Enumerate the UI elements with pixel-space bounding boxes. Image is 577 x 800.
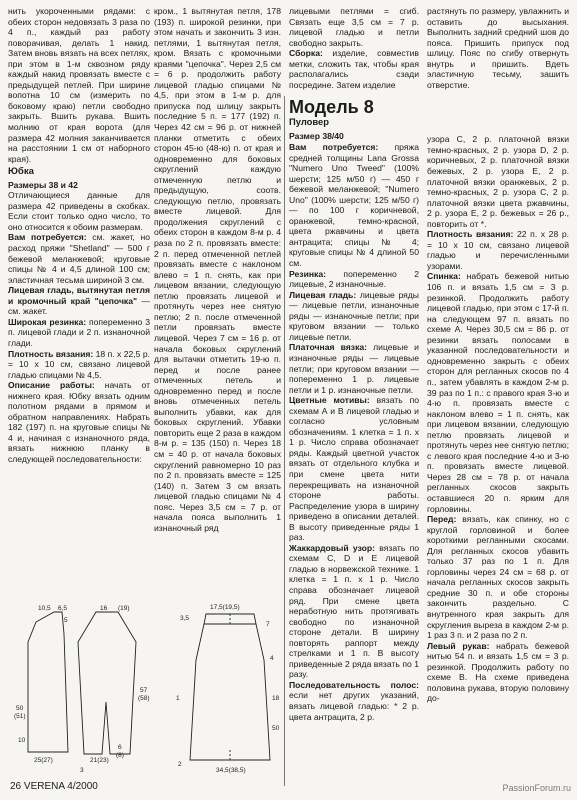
label: Левый рукав:	[427, 640, 490, 651]
paragraph: узора С, 2 р. платочной вязки темно-красных, 2 р. узора D, 2 р. коричневых, 2 р. платочной вязки бежевых, 2 р. узора Е, 2 р. платочной вязки оранжевых, 2 р. темно-красных, 2 р. узора С, 2 р. платочной вязки цвета ржавчины, 2 р. узора Е, 2 р. бежевых = 26 р., повторить от *.	[427, 134, 569, 229]
model-title: Модель 8	[289, 97, 374, 118]
paragraph-sleeve	[427, 641, 569, 704]
dim-label: 7	[266, 621, 270, 628]
label: Вам потребуется:	[289, 142, 379, 153]
jacket-schematic	[14, 602, 164, 772]
label: Лицевая гладь, вытянутая петля и кромочный край "цепочка"	[8, 285, 150, 306]
label: Плотность вязания:	[8, 348, 94, 359]
dim-label: 6,5	[58, 605, 68, 612]
garment-title: Пуловер	[289, 115, 329, 127]
dim-label: (51)	[14, 713, 26, 720]
dim-label: 16	[100, 605, 108, 612]
text: 18 п. х 22,5 р. = 10 х 10 см, связано лицевой гладью спицами № 4,5.	[8, 348, 150, 380]
paragraph: кром., 1 вытянутая петля, 178 (193) п. широкой резинки, при этом начать и закончить 3 изн. петлями, 1 вытянутая петля, кром. Вязать с кромочными краями "цепочка". Через 2,5 см = 6 р. продолжить работу лицевой гладью спицами № 4,5, при этом в 1-м р. для припуска под шлицу закрыть последние 5 п. = 177 (192) п. Через 42 см = 96 р. от нижней планки отметить с обеих сторон 45-ю (48-ю) п. от края и одновременно для боковых скруглений каждую отмеченную петлю и предыдущую, соотв. следующую петлю, провязать вместе лицевой. Для продолжения скруглений с обеих сторон в каждом 8-м р. 4 раза по 2 п. провязать вместе: 2 п. перед отмеченной петлей провязать вместе с наклоном влево = 1 п. снять, как при лицевом вязании, следующую петлю провязать лицевой и протянуть через нее снятую петлю; 2 п. после отмеченной петли провязать вместе лицевой. Через 7 см = 16 р. от начала боковых скруглений для вытачки отметить 19-ю п. перед и после ранее отмеченных петель и одновременно перед и после вновь отмеченных петель выполнить убавки, как для боковых скруглений. Убавки повторить еще 2 раза в каждом 8-м р. = 135 (150) п. Через 18 см = 40 р. от начала боковых скруглений равномерно 10 раз по 2 п. провязать вместе = 125 (140) п. Затем 3 см вязать лицевой гладью спицами № 4 пояс. Через 3,5 см = 7 р. от начала пояса выполнить 1 изнаночный ряд	[154, 6, 281, 533]
dim-label: (58)	[138, 695, 150, 702]
paragraph-density	[8, 349, 150, 381]
dim-label: 3,5	[180, 615, 190, 622]
text: если нет других указаний, вязать лицевой гладью: * 2 р. цвета антрацита, 2 р.	[289, 690, 419, 722]
text: лицевые ряды — лицевые петли, изнаночные ряды — изнаночные петли; при круговом вязании — только лицевые петли.	[289, 289, 419, 342]
dim-label: 3	[80, 767, 84, 772]
dim-label: 34,5(38,5)	[216, 767, 246, 774]
page-footer: 26 VERENA 4/2000	[10, 781, 98, 792]
paragraph: Отличающиеся данные для размера 42 приведены в скобках. Если стоит только одно число, то оно относится к обоим размерам.	[8, 190, 150, 232]
text: — см. жакет.	[8, 295, 150, 317]
dim-label: 10,5	[38, 605, 51, 612]
paragraph-stripe-sequence	[289, 680, 419, 722]
dim-label: 2	[178, 761, 182, 768]
dim-label: 21(23)	[90, 757, 109, 764]
paragraph-assembly	[289, 48, 419, 90]
dim-label: 25(27)	[34, 757, 53, 764]
paragraph-garter	[289, 342, 419, 395]
text: см. жакет, но расход пряжи "Shetland" — 500 г бежевой меланжевой; круговые спицы № 4 и 4,5 длиной 100 см; эластичная тесьма шириной 3 см.	[8, 232, 150, 285]
dim-label: 50	[272, 725, 280, 732]
paragraph-color-motifs	[289, 395, 419, 543]
label: Спинка:	[427, 271, 461, 282]
paragraph-stitch	[8, 285, 150, 317]
paragraph-materials	[289, 142, 419, 269]
paragraph-description	[8, 380, 150, 464]
column-1	[8, 6, 150, 606]
text: вязать, как спинку, но с круглой горловиной и более короткими регланными скосами. Для регланных скосов убавить только 37 раз по 1 п. Для горловины через 24 см = 68 р. от начала регланных скосов закрыть средние 30 п. и обе стороны закончить раздельно. С внутренного края закрыть для скругления выреза в каждом 2-м р. 1 раз 3 п. и 2 раза по 2 п.	[427, 514, 569, 641]
text: лицевые и изнаночные ряды — лицевые петли; при круговом вязании — попеременно 1 р. лицевые петли и 1 р. изнаночные петли.	[289, 342, 419, 395]
paragraph: нить укороченными рядами: с обеих сторон недовязать 3 раза по 4 п., каждый раз работу поворачивая, делать 1 накид. Затем вновь вязать на всех петлях, при этом в 1-м сквозном ряду каждый накид провязать вместе с предыдущей петлей. При ширине вопотна 10 см (измерить по боковому краю) петли свободно закрыть. Вшить рукава. Вшить молнию от края ворота (для размера 42 молния заканчивается на расстоянии 1 см от наборного края).	[8, 6, 150, 164]
dim-label: 57	[140, 687, 148, 694]
dim-label: 1	[176, 695, 180, 702]
dim-label: 50	[16, 705, 24, 712]
dim-label: 17,5(19,5)	[210, 604, 240, 611]
text: пряжа средней толщины Lana Grossa "Numero Uno Tweed" (100% шерсти; 125 м/50 г) — 450 г бежевой меланжевой; "Numero Uno" (100% шерсти; 125 м/50 г) — по 100 г коричневой, оранжевой, темно-красной, цвета ржавчины и цвета антрацита; спицы № 4; круговые спицы № 4 длиной 50 см.	[289, 142, 419, 269]
text: набрать бежевой нитью 106 п. и вязать 1,5 см = 3 р. резинкой. Продолжить работу лицевой гладью, при этом с 17-й п. на следующем 97 п. вязать по схеме А. Через 30,5 см = 86 р. от резинки вязать полосами в указанной последовательности и одновременно закрыть с обеих сторон для регланных скосов по 4 п., затем убавлять в каждом 2-м р. 39 раз по 1 п.: с правого края 3-ю и 4-ю п. провязать вместе с наклоном влево = 1 п. снять, как при лицевом вязании, следующую петлю провязать лицевой и протянуть через нее снятую петлю; с левого края последние 4-ю и 3-ю п. провязать вместе лицевой. Через 28 см = 78 р. от начала регланных скосов закрыть оставшиеся 20 п. ярким для горловины.	[427, 271, 569, 514]
watermark: PassionForum.ru	[502, 783, 571, 793]
column-4	[427, 6, 569, 786]
skirt-schematic	[176, 600, 284, 776]
text: попеременно 2 лицевые, 2 изнаночные.	[289, 268, 419, 290]
label: Широкая резинка:	[8, 316, 87, 327]
text: 22 п. х 28 р. = 10 х 10 см, связано лицевой гладью и перечисленными узорами.	[427, 229, 569, 271]
paragraph-rib	[289, 269, 419, 290]
label: Плотность вязания:	[427, 229, 514, 240]
paragraph-materials	[8, 232, 150, 285]
paragraph-density	[427, 229, 569, 271]
section-title-skirt: Юбка	[8, 166, 34, 178]
text: изделие, совместив метки, сложить так, чтобы края располагались сзади посредине. Затем изделие	[289, 48, 419, 90]
dim-label: 5	[64, 617, 68, 624]
paragraph-front	[427, 514, 569, 641]
column-divider	[284, 96, 285, 786]
paragraph: растянуть по размеру, увлажнить и оставить до высыхания. Выполнить задний средний шов до пояса. Пришить припуск под шлицу. Пояс по сгибу отвернуть внутрь и пришить. Вдеть эластичную тесьму, зашить отверстие.	[427, 6, 569, 90]
label: Описание работы:	[8, 380, 95, 391]
dim-label: 4	[270, 655, 274, 662]
paragraph-back	[427, 271, 569, 514]
paragraph: лицевыми петлями = сгиб. Связать еще 3,5 см = 7 р. лицевой гладью и петли свободно закрыть.	[289, 6, 419, 48]
text: попеременно 3 п. лицевой глади и 2 п. изнаночной глади.	[8, 316, 150, 348]
dim-label: 10	[18, 737, 26, 744]
dim-label: (8)	[116, 752, 124, 759]
dim-label: 18	[272, 695, 280, 702]
dim-label: (19)	[118, 605, 130, 612]
label: Вам потребуется:	[8, 232, 87, 243]
label: Резинка:	[289, 268, 326, 279]
label: Платочная вязка:	[289, 342, 368, 353]
text: набрать бежевой нитью 54 п. и вязать 1,5 см = 3 р. резинкой. Продолжить работу по схеме В. На схеме приведена половина рукава, вторую половину до-	[427, 640, 569, 704]
text: начать от нижнего края. Юбку вязать одним полотном рядами в прямом и обратном направлениях. Набрать 182 (197) п. на круговые спицы № 4 и, начиная с изнаночного ряда, вязать нижнюю планку в следующей последовательности:	[8, 380, 150, 464]
paragraph-rib	[8, 317, 150, 349]
label: Цветные мотивы:	[289, 395, 370, 406]
label: Последовательность полос:	[289, 679, 419, 690]
dim-label: 6	[118, 744, 122, 751]
paragraph-jacquard	[289, 543, 419, 680]
column-2	[154, 6, 281, 606]
label: Лицевая гладь:	[289, 289, 357, 300]
column-3	[289, 6, 419, 786]
paragraph-stockinette	[289, 290, 419, 343]
text: вязать по схемам А и В лицевой гладью и согласно условным обозначениям. 1 клетка = 1 п. х 1 р. Число справа обозначает ряды. Каждый цветной участок вязать от отдельного клубка и при смене цвета нити перекрещивать на изнаночной стороне работы. Распределение узора в ширину приведено в описании деталей. В высоту приведенные ряды 1 раз.	[289, 395, 419, 543]
label: Сборка:	[289, 48, 323, 59]
label: Жаккардовый узор:	[289, 542, 376, 553]
sizes-heading: Размер 38/40	[289, 131, 344, 142]
sizes-heading: Размеры 38 и 42	[8, 179, 78, 190]
label: Перед:	[427, 514, 457, 525]
text: вязать по схемам С, D и Е лицевой гладью в норвежской технике. 1 клетка = 1 п. х 1 р. Число справа обозначает лицевой ряд. При смене цвета неработную нить протягивать свободно по изнаночной стороне детали. В ширину повторять раппорт между стрелками и 1 п. В высоту приведенные 2 ряда вязать по 1 разу.	[289, 542, 419, 680]
